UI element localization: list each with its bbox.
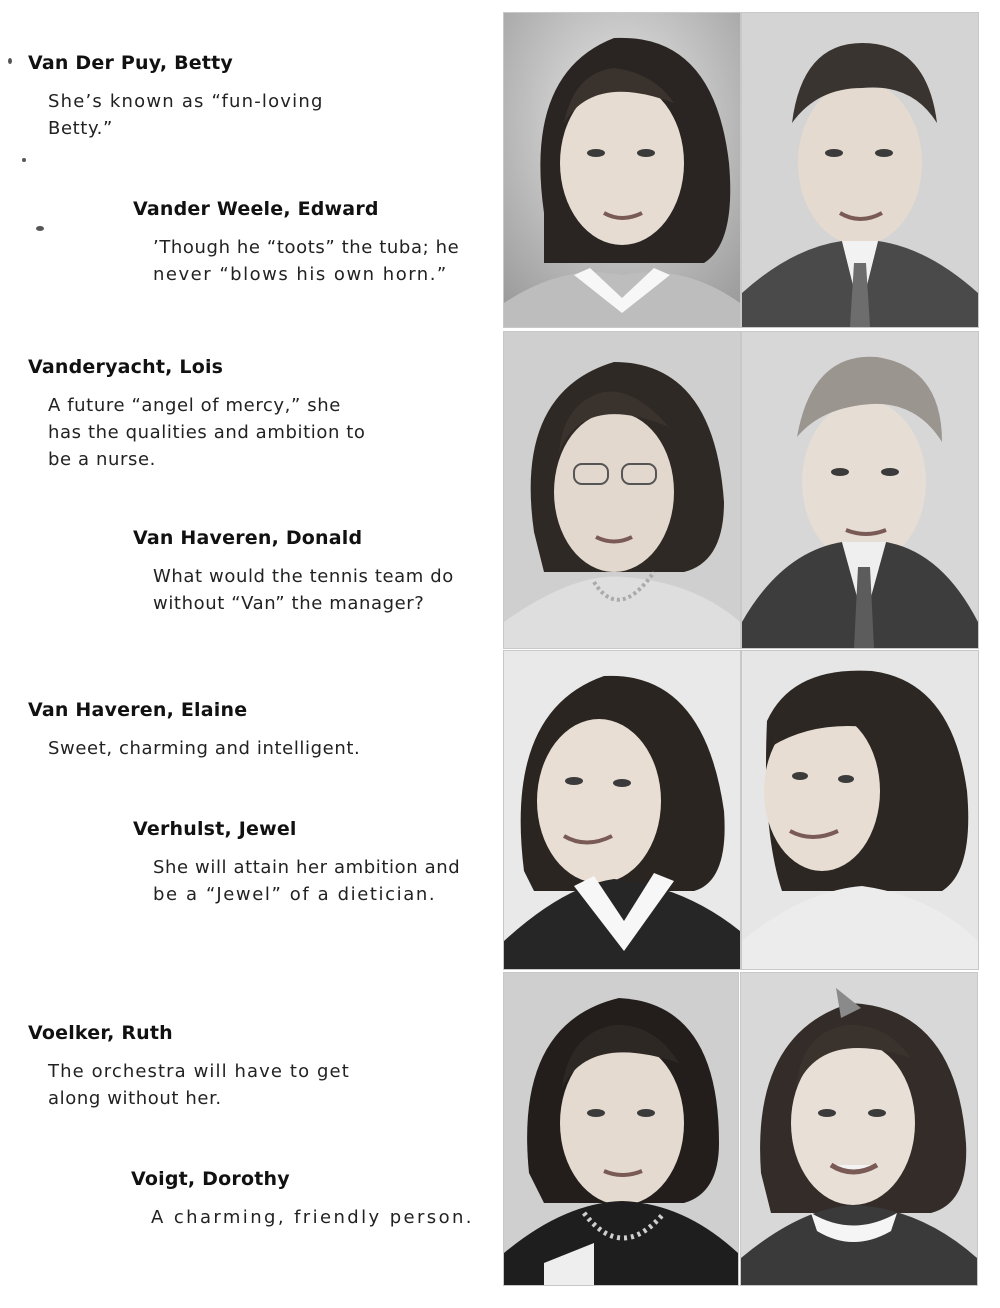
print-speck [8, 58, 12, 64]
description-line: ’Though he “toots” the tuba; he [153, 237, 460, 258]
student-name: Voelker, Ruth [28, 1022, 173, 1044]
portrait-photo-ruth [503, 972, 739, 1286]
description-line: never “blows his own horn.” [153, 264, 448, 285]
student-description [153, 563, 463, 617]
description-line: The orchestra will have to get [48, 1061, 350, 1082]
description-line: be a nurse. [48, 449, 156, 470]
entry-voigt-dorothy [131, 1168, 474, 1231]
description-line: A future “angel of mercy,” she [48, 395, 341, 416]
student-description [48, 88, 358, 142]
student-name: Verhulst, Jewel [133, 818, 297, 840]
student-description [153, 854, 463, 908]
portrait-photo-donald [741, 331, 979, 649]
student-name: Voigt, Dorothy [131, 1168, 290, 1190]
student-description [48, 735, 368, 762]
description-line: She will attain her ambition and [153, 857, 461, 878]
entry-van-haveren-elaine [28, 699, 368, 762]
description-line: A charming, friendly person. [151, 1207, 474, 1228]
student-name: Van Haveren, Elaine [28, 699, 248, 721]
student-description [153, 234, 463, 288]
entry-van-der-puy-betty [28, 52, 358, 142]
entry-voelker-ruth [28, 1022, 368, 1112]
portrait-photo-elaine [503, 650, 741, 970]
description-line: What would the tennis team do [153, 566, 454, 587]
description-line: Sweet, charming and intelligent. [48, 738, 361, 759]
entry-verhulst-jewel [133, 818, 463, 908]
portrait-photo-edward [741, 12, 979, 328]
entry-van-haveren-donald [133, 527, 463, 617]
portrait-photo-betty [503, 12, 741, 328]
student-name: Vanderyacht, Lois [28, 356, 224, 378]
description-line: She’s known as “fun-loving [48, 91, 324, 112]
student-description [48, 1058, 368, 1112]
student-description [48, 392, 368, 473]
portrait-photo-dorothy [740, 972, 978, 1286]
description-line: Betty.” [48, 118, 113, 139]
description-line: be a “Jewel” of a dietician. [153, 884, 437, 905]
description-line: has the qualities and ambition to [48, 422, 366, 443]
entry-vander-weele-edward [133, 198, 463, 288]
student-description [151, 1204, 474, 1231]
description-line: without “Van” the manager? [153, 593, 425, 614]
entry-vanderyacht-lois [28, 356, 368, 473]
portrait-photo-jewel [741, 650, 979, 970]
student-name: Van Der Puy, Betty [28, 52, 233, 74]
print-speck [22, 158, 26, 162]
student-name: Van Haveren, Donald [133, 527, 363, 549]
portrait-photo-lois [503, 331, 741, 649]
student-name: Vander Weele, Edward [133, 198, 379, 220]
description-line: along without her. [48, 1088, 222, 1109]
print-speck [36, 226, 44, 231]
